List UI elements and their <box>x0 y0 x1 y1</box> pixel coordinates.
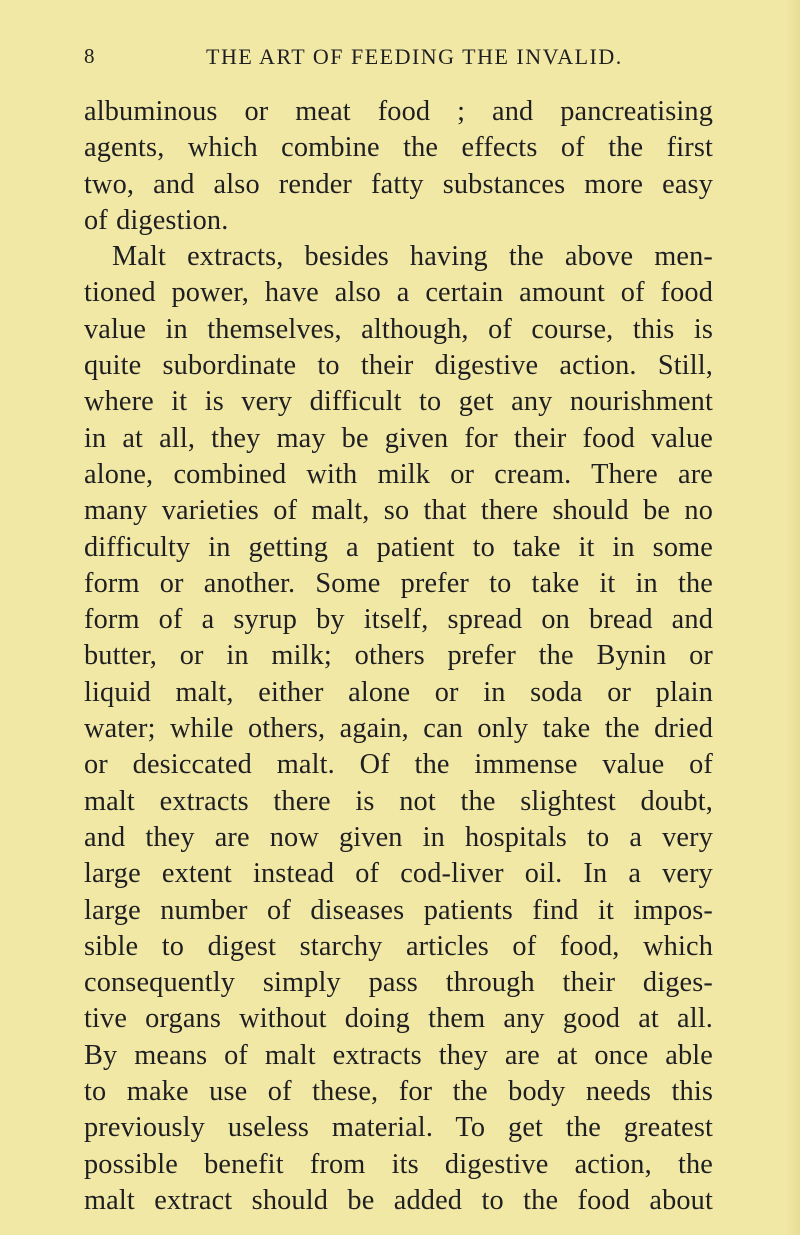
page-edge-shadow <box>786 0 800 1235</box>
text-line: quite subordinate to their digestive action. Still, <box>84 350 713 382</box>
text-line: to make use of these, for the body needs this <box>84 1076 713 1108</box>
text-line: liquid malt, either alone or in soda or plain <box>84 676 713 708</box>
running-title: THE ART OF FEEDING THE INVALID. <box>206 44 623 69</box>
text-line: in at all, they may be given for their food value <box>84 422 713 454</box>
text-line: difficulty in getting a patient to take it in some <box>84 531 713 563</box>
text-line: previously useless material. To get the greatest <box>84 1112 713 1144</box>
text-line: large number of diseases patients find it impos- <box>84 894 713 926</box>
text-line: tioned power, have also a certain amount of food <box>84 277 713 309</box>
running-head <box>84 44 724 74</box>
text-line: many varieties of malt, so that there should be no <box>84 495 713 527</box>
text-line: form or another. Some prefer to take it in the <box>84 567 713 599</box>
text-line: agents, which combine the effects of the first <box>84 132 713 164</box>
text-line: or desiccated malt. Of the immense value of <box>84 749 713 781</box>
text-line: albuminous or meat food ; and pancreatising <box>84 96 713 127</box>
paragraph-start-line: Malt extracts, besides having the above men- <box>112 241 713 273</box>
text-line: alone, combined with milk or cream. There are <box>84 458 713 490</box>
text-line: value in themselves, although, of course, this is <box>84 313 713 345</box>
text-line: where it is very difficult to get any nourishment <box>84 386 713 418</box>
page-number: 8 <box>84 44 95 68</box>
text-line: two, and also render fatty substances more easy <box>84 168 713 200</box>
text-line: By means of malt extracts they are at once able <box>84 1039 713 1071</box>
text-line: water; while others, again, can only take the dried <box>84 713 713 745</box>
text-line: and they are now given in hospitals to a very <box>84 821 713 853</box>
text-line: consequently simply pass through their diges- <box>84 967 713 999</box>
text-line: form of a syrup by itself, spread on bread and <box>84 604 713 636</box>
text-line: butter, or in milk; others prefer the Bynin or <box>84 640 713 672</box>
text-line: large extent instead of cod-liver oil. In a very <box>84 858 713 890</box>
text-line: tive organs without doing them any good at all. <box>84 1003 713 1035</box>
body-text <box>84 94 713 1219</box>
text-line: of digestion. <box>84 204 229 236</box>
text-line: sible to digest starchy articles of food, which <box>84 930 713 962</box>
text-line: malt extract should be added to the food about <box>84 1184 713 1216</box>
text-line: malt extracts there is not the slightest doubt, <box>84 785 713 817</box>
text-line: possible benefit from its digestive action, the <box>84 1148 713 1180</box>
